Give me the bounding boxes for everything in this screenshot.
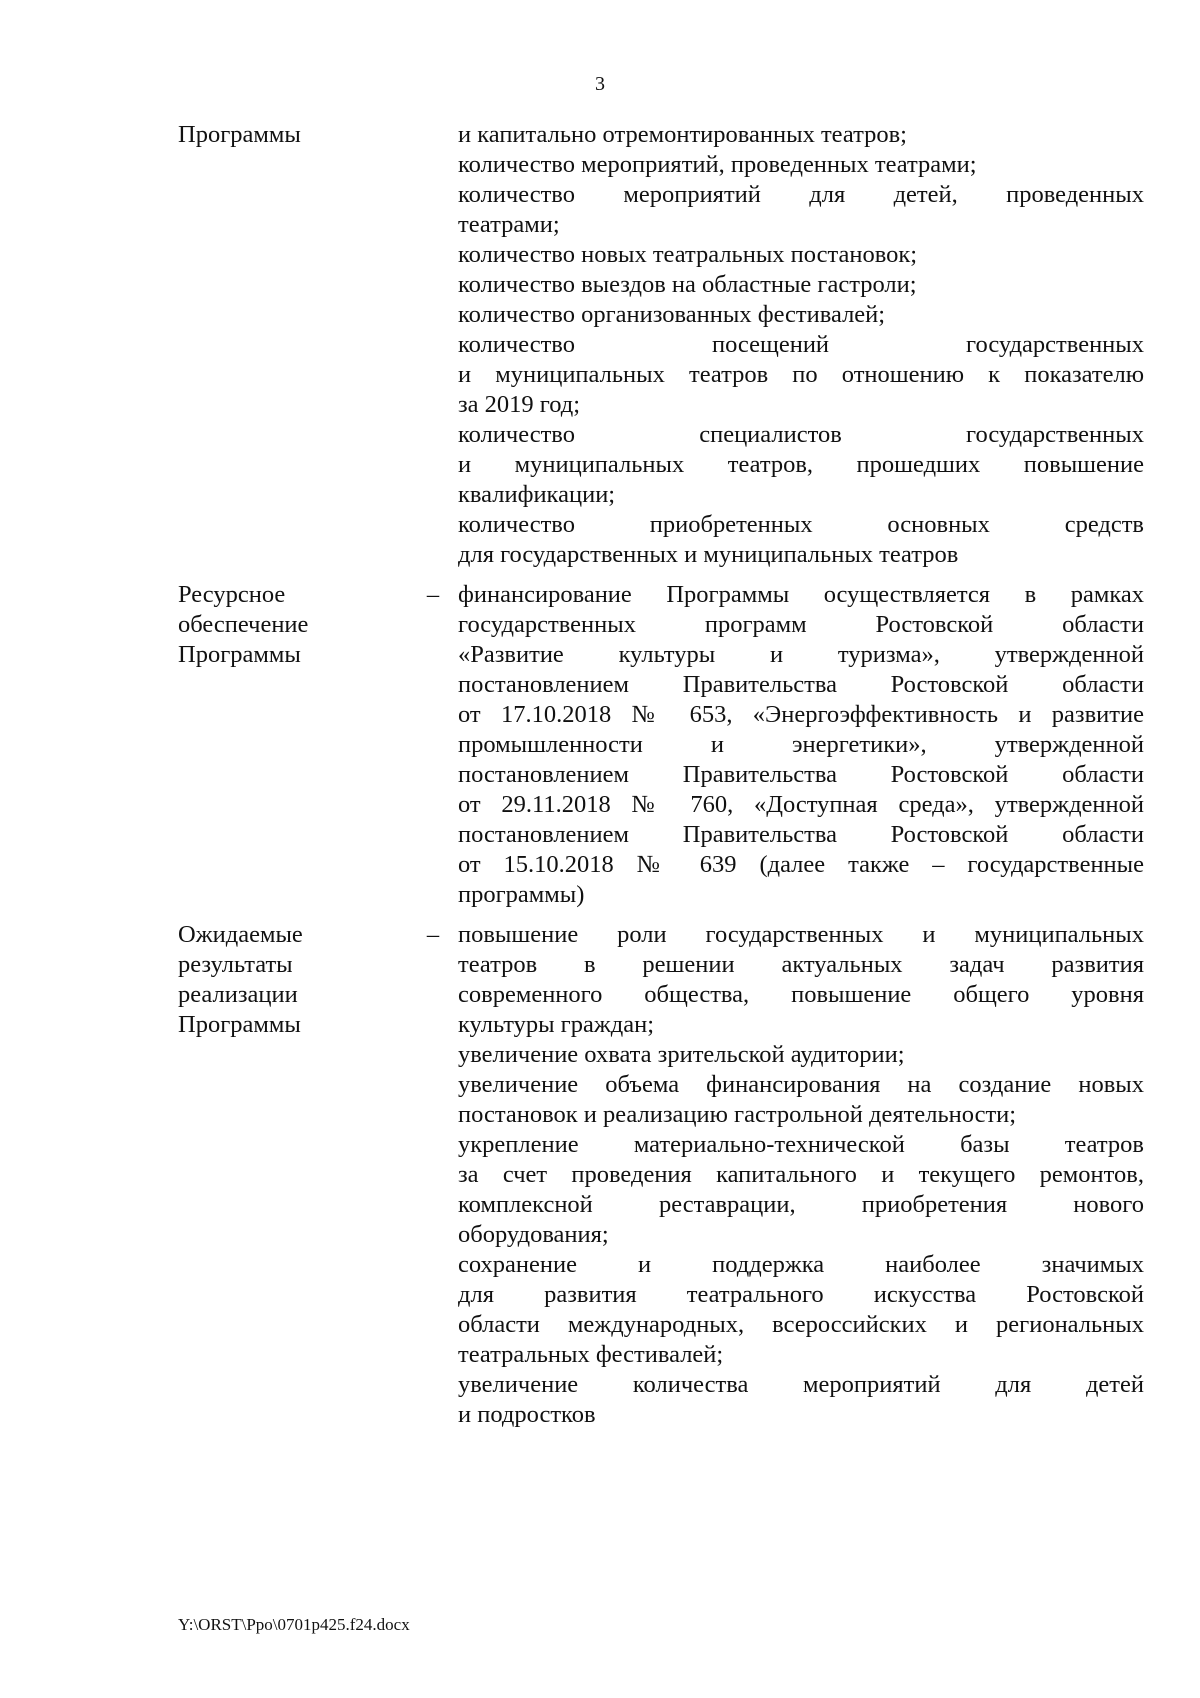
row-dash: – — [426, 581, 440, 608]
row-value-line: от 17.10.2018 № 653, «Энергоэффективность и развитие — [458, 701, 1144, 728]
row-value-line: количество специалистов государственных — [458, 421, 1144, 448]
row-label-line: реализации — [178, 981, 298, 1008]
row-value-line: количество выездов на областные гастроли; — [458, 271, 917, 298]
row-label-line: результаты — [178, 951, 293, 978]
row-value-line: постановлением Правительства Ростовской области — [458, 761, 1144, 788]
row-value-line: за 2019 год; — [458, 391, 581, 418]
row-value-line: постановлением Правительства Ростовской области — [458, 671, 1144, 698]
row-value-line: количество организованных фестивалей; — [458, 301, 886, 328]
row-value — [458, 920, 1144, 1430]
row-label-line: Программы — [178, 121, 301, 148]
row-value-line: современного общества, повышение общего уровня — [458, 981, 1144, 1008]
row-value — [458, 580, 1144, 910]
row-label-line: Программы — [178, 641, 301, 668]
row-value-line: постановлением Правительства Ростовской области — [458, 821, 1144, 848]
row-value-line: количество приобретенных основных средств — [458, 511, 1144, 538]
row-value-line: и муниципальных театров по отношению к показателю — [458, 361, 1144, 388]
row-value-line: сохранение и поддержка наиболее значимых — [458, 1251, 1144, 1278]
row-value-line: и подростков — [458, 1401, 596, 1428]
row-value-line: и муниципальных театров, прошедших повышение — [458, 451, 1144, 478]
row-value-line: программы) — [458, 881, 585, 908]
row-value-line: увеличение количества мероприятий для детей — [458, 1371, 1144, 1398]
row-label-line: Ожидаемые — [178, 921, 303, 948]
row-value-line: комплексной реставрации, приобретения нового — [458, 1191, 1144, 1218]
row-value-line: от 29.11.2018 № 760, «Доступная среда», утвержденной — [458, 791, 1144, 818]
row-value-line: театрами; — [458, 211, 560, 238]
row-value — [458, 120, 1144, 570]
row-value-line: промышленности и энергетики», утвержденной — [458, 731, 1144, 758]
row-label-line: Программы — [178, 1011, 301, 1038]
row-label — [178, 920, 408, 1040]
row-value-line: количество посещений государственных — [458, 331, 1144, 358]
row-value-line: культуры граждан; — [458, 1011, 655, 1038]
row-value-line: укрепление материально-технической базы театров — [458, 1131, 1144, 1158]
row-value-line: за счет проведения капитального и текущего ремонтов, — [458, 1161, 1144, 1188]
file-path-footer: Y:\ORST\Ppo\0701p425.f24.docx — [178, 1615, 410, 1634]
row-value-line: увеличение охвата зрительской аудитории; — [458, 1041, 905, 1068]
passport-row — [178, 580, 1146, 910]
passport-row — [178, 120, 1146, 570]
row-value-line: для развития театрального искусства Ростовской — [458, 1281, 1144, 1308]
row-value-line: «Развитие культуры и туризма», утвержденной — [458, 641, 1144, 668]
row-value-line: постановок и реализацию гастрольной деятельности; — [458, 1101, 1017, 1128]
page-number: 3 — [595, 73, 605, 95]
row-label-line: Ресурсное — [178, 581, 286, 608]
row-value-line: оборудования; — [458, 1221, 609, 1248]
row-value-line: повышение роли государственных и муниципальных — [458, 921, 1144, 948]
row-value-line: области международных, всероссийских и региональных — [458, 1311, 1144, 1338]
row-value-line: увеличение объема финансирования на создание новых — [458, 1071, 1144, 1098]
row-value-line: от 15.10.2018 № 639 (далее также – государственные — [458, 851, 1144, 878]
row-value-line: количество мероприятий для детей, проведенных — [458, 181, 1144, 208]
row-value-line: театров в решении актуальных задач развития — [458, 951, 1144, 978]
row-value-line: государственных программ Ростовской области — [458, 611, 1144, 638]
row-value-line: для государственных и муниципальных театров — [458, 541, 959, 568]
row-label — [178, 580, 408, 670]
row-value-line: и капитально отремонтированных театров; — [458, 121, 907, 148]
row-dash: – — [426, 921, 440, 948]
passport-row — [178, 920, 1146, 1430]
program-passport-table — [178, 120, 1146, 1430]
row-value-line: театральных фестивалей; — [458, 1341, 724, 1368]
row-label-line: обеспечение — [178, 611, 309, 638]
row-value-line: финансирование Программы осуществляется в рамках — [458, 581, 1144, 608]
row-value-line: квалификации; — [458, 481, 616, 508]
row-value-line: количество мероприятий, проведенных театрами; — [458, 151, 977, 178]
row-value-line: количество новых театральных постановок; — [458, 241, 918, 268]
row-label — [178, 120, 408, 150]
